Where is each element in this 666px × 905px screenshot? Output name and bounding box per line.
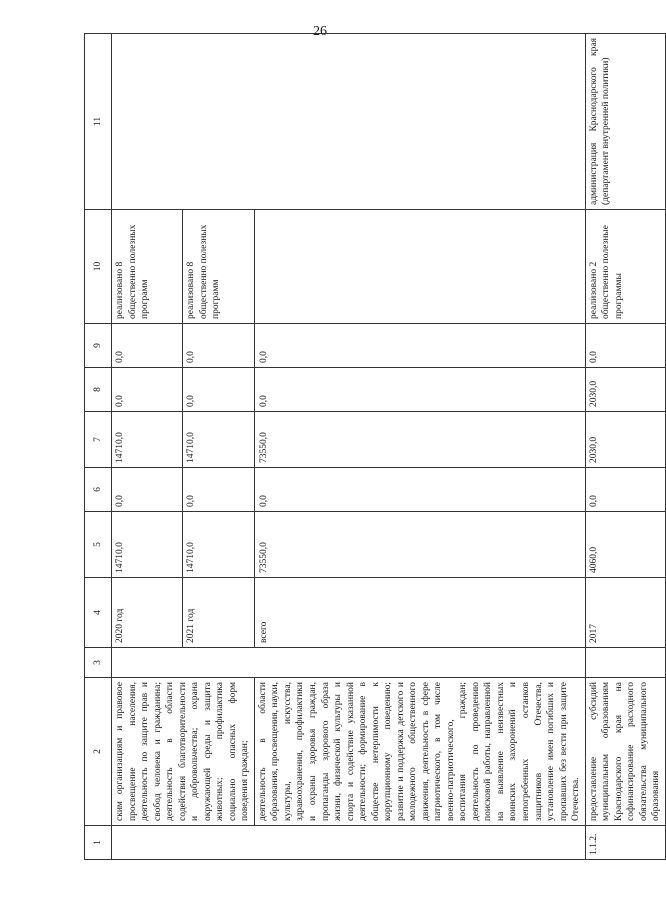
col3-cell — [112, 648, 586, 678]
activity-description-cell: предоставление субсидий муниципальным образованиям Краснодарского края на софинансирование расходного обязательства муниципального образования — [585, 678, 665, 826]
header-col-8: 8 — [85, 368, 112, 412]
other-amount-cell: 0,0 — [254, 324, 585, 368]
header-col-2: 2 — [85, 678, 112, 826]
activity-description-cell: деятельность в области образования, просвещения, науки, культуры, искусства, здравоохранения, профилактики и охраны здоровья граждан, пропаганды здорового образа жизни, физической культуры и спорта и содействие указанной деятельности; формирование в обществе нетерпимости к коррупционному поведению; развитие и поддержка детского и молодежного общественного движения, деятельность в сфере патриотического, в том числе военно-патриотического, воспитания граждан; деятельность по проведению поисковой работы, направленной на выявление неизвестных воинских захоронений и непогребенных останков защитников Отечества, установление имен погибших и пропавших без вести при защите Отечества. — [254, 678, 585, 826]
other-amount-cell: 0,0 — [112, 324, 183, 368]
result-cell: реализовано 2 общественно полезные программы — [585, 210, 665, 324]
result-cell — [254, 210, 585, 324]
program-table — [84, 33, 666, 860]
header-col-4: 4 — [85, 578, 112, 648]
other-amount-cell: 0,0 — [585, 324, 665, 368]
page-number: 26 — [313, 24, 327, 39]
federal-amount-cell: 0,0 — [183, 468, 254, 512]
local-amount-cell: 0,0 — [183, 368, 254, 412]
table-row — [585, 34, 665, 860]
responsible-cell — [112, 34, 586, 210]
header-row — [85, 34, 112, 860]
activity-description-cell: ским организациям и правовое просвещение населения, деятельность по защите прав и свобод человека и гражданина; деятельность в области содействия благотворительности и добровольчества; охрана окружающей среды и защита животных; профилактика социально опасных форм поведения граждан; — [112, 678, 255, 826]
header-col-6: 6 — [85, 468, 112, 512]
year-cell: 2020 год — [112, 578, 183, 648]
rotated-table-container — [84, 34, 662, 860]
regional-amount-cell: 14710,0 — [112, 412, 183, 468]
year-cell: 2017 — [585, 578, 665, 648]
responsible-cell: администрация Краснодарского края (департамент внутренней политики) — [585, 34, 665, 210]
row-number-cell — [112, 826, 586, 860]
total-amount-cell: 14710,0 — [183, 512, 254, 578]
local-amount-cell: 2030,0 — [585, 368, 665, 412]
federal-amount-cell: 0,0 — [254, 468, 585, 512]
result-cell: реализовано 8 общественно полезных программ — [112, 210, 183, 324]
row-number-cell: 1.1.2. — [585, 826, 665, 860]
header-col-10: 10 — [85, 210, 112, 324]
result-cell: реализовано 8 общественно полезных программ — [183, 210, 254, 324]
regional-amount-cell: 14710,0 — [183, 412, 254, 468]
total-amount-cell: 4060,0 — [585, 512, 665, 578]
header-col-1: 1 — [85, 826, 112, 860]
col3-cell — [585, 648, 665, 678]
header-col-7: 7 — [85, 412, 112, 468]
federal-amount-cell: 0,0 — [112, 468, 183, 512]
total-amount-cell: 14710,0 — [112, 512, 183, 578]
table-row — [112, 34, 183, 860]
regional-amount-cell: 73550,0 — [254, 412, 585, 468]
header-col-11: 11 — [85, 34, 112, 210]
total-amount-cell: 73550,0 — [254, 512, 585, 578]
other-amount-cell: 0,0 — [183, 324, 254, 368]
header-col-9: 9 — [85, 324, 112, 368]
header-col-3: 3 — [85, 648, 112, 678]
year-cell: 2021 год — [183, 578, 254, 648]
local-amount-cell: 0,0 — [112, 368, 183, 412]
local-amount-cell: 0,0 — [254, 368, 585, 412]
year-cell: всего — [254, 578, 585, 648]
regional-amount-cell: 2030,0 — [585, 412, 665, 468]
header-col-5: 5 — [85, 512, 112, 578]
federal-amount-cell: 0,0 — [585, 468, 665, 512]
